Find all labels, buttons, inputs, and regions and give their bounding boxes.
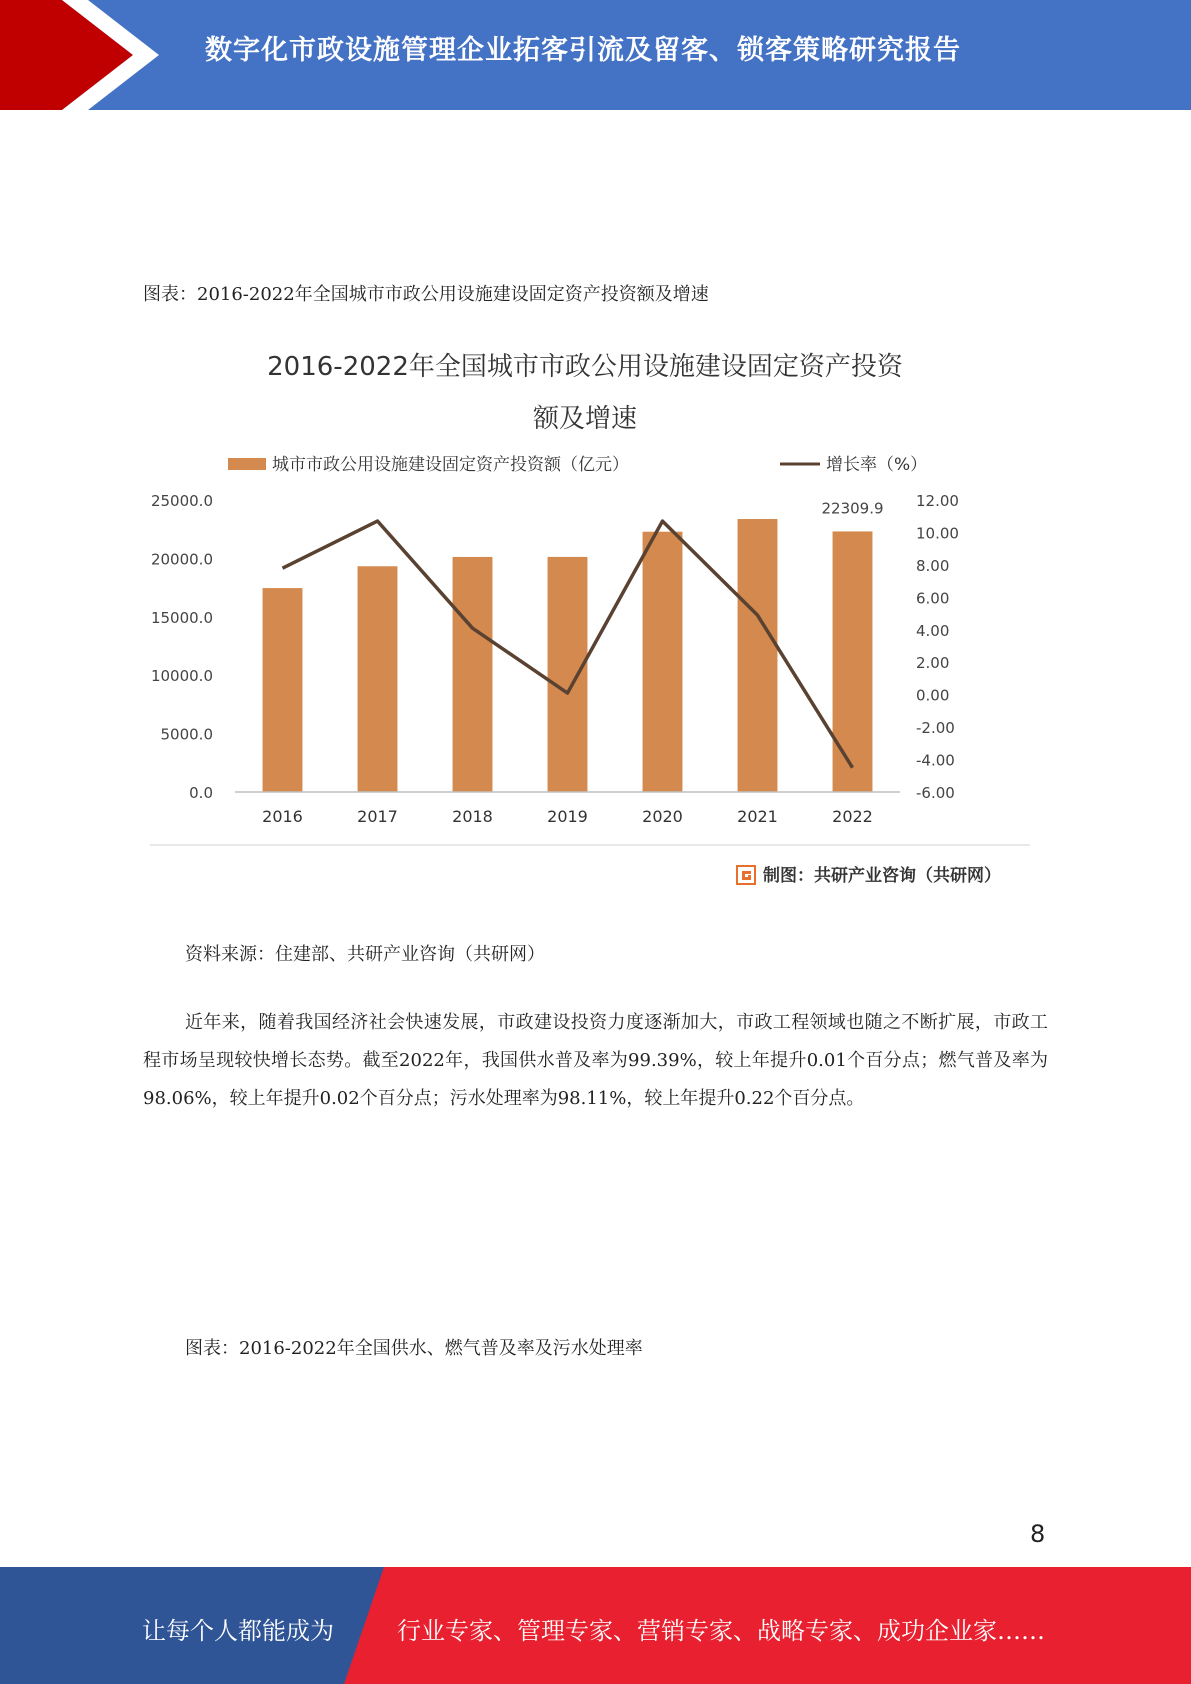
y-right-tick-label: 8.00	[916, 556, 950, 575]
data-labels	[821, 499, 883, 517]
x-tick-label: 2017	[357, 807, 398, 826]
y-left-tick-label: 5000.0	[160, 725, 213, 744]
y-right-tick-label: 4.00	[916, 621, 950, 640]
y-right-tick-label: 6.00	[916, 589, 950, 608]
y-left-tick-label: 10000.0	[150, 667, 213, 686]
y-right-tick-label: 0.00	[916, 686, 950, 705]
figure-2-caption: 图表：2016-2022年全国供水、燃气普及率及污水处理率	[185, 1338, 643, 1359]
chart-title-line1: 2016-2022年全国城市市政公用设施建设固定资产投资	[267, 352, 903, 382]
bar-2021	[738, 519, 778, 792]
x-tick-label: 2022	[832, 807, 873, 826]
investment-chart	[140, 330, 1040, 900]
y-right-tick-label: 10.00	[916, 524, 959, 543]
chart-credit: 制图：共研产业咨询（共研网）	[763, 866, 1001, 886]
y-axis-right	[916, 492, 959, 802]
figure-1-caption: 图表：2016-2022年全国城市市政公用设施建设固定资产投资额及增速	[143, 284, 709, 305]
page-footer	[0, 1567, 1191, 1684]
x-tick-label: 2020	[642, 807, 683, 826]
x-tick-label: 2019	[547, 807, 588, 826]
report-title: 数字化市政设施管理企业拓客引流及留客、锁客策略研究报告	[205, 35, 961, 66]
x-tick-label: 2021	[737, 807, 778, 826]
y-left-tick-label: 25000.0	[150, 492, 213, 510]
y-left-tick-label: 20000.0	[150, 550, 213, 569]
y-left-tick-label: 15000.0	[150, 608, 213, 627]
page-number: 8	[1030, 1520, 1046, 1548]
bar-2022	[833, 531, 873, 792]
footer-slogan-left: 让每个人都能成为	[142, 1617, 334, 1645]
bar-2018	[453, 557, 493, 792]
y-right-tick-label: 12.00	[916, 492, 959, 510]
legend-bar-swatch	[228, 458, 266, 470]
y-axis-left	[151, 492, 213, 802]
chart-canvas	[140, 330, 1040, 900]
gonyn-logo-icon	[737, 866, 755, 884]
y-right-tick-label: -6.00	[916, 784, 955, 802]
y-right-tick-label: -4.00	[916, 751, 955, 770]
legend-bar-label: 城市市政公用设施建设固定资产投资额（亿元）	[272, 455, 629, 475]
x-tick-label: 2018	[452, 807, 493, 826]
chart-source: 资料来源：住建部、共研产业咨询（共研网）	[185, 944, 545, 965]
body-paragraph: 近年来，随着我国经济社会快速发展，市政建设投资力度逐渐加大，市政工程领域也随之不断扩展，市政工程市场呈现较快增长态势。截至2022年，我国供水普及率为99.39%，较上年提升0.01个百分点；燃气普及率为98.06%，较上年提升0.02个百分点；污水处理率为98.11%，较上年提升0.22个百分点。	[143, 1012, 1048, 1109]
y-left-tick-label: 0.0	[189, 784, 213, 802]
x-axis	[262, 807, 873, 826]
page-header	[0, 0, 1191, 110]
chart-title-line2: 额及增速	[532, 404, 638, 434]
footer-slogan-right: 行业专家、管理专家、营销专家、战略专家、成功企业家……	[397, 1617, 1045, 1645]
y-right-tick-label: 2.00	[916, 654, 950, 673]
legend-line-label: 增长率（%）	[826, 455, 928, 475]
bar-2016	[263, 588, 303, 792]
bar-2020	[643, 532, 683, 792]
y-right-tick-label: -2.00	[916, 719, 955, 738]
bar-data-label: 22309.9	[821, 499, 884, 518]
bar-2019	[548, 557, 588, 792]
bar-2017	[358, 566, 398, 792]
chart-legend	[228, 454, 927, 475]
x-tick-label: 2016	[262, 807, 303, 826]
